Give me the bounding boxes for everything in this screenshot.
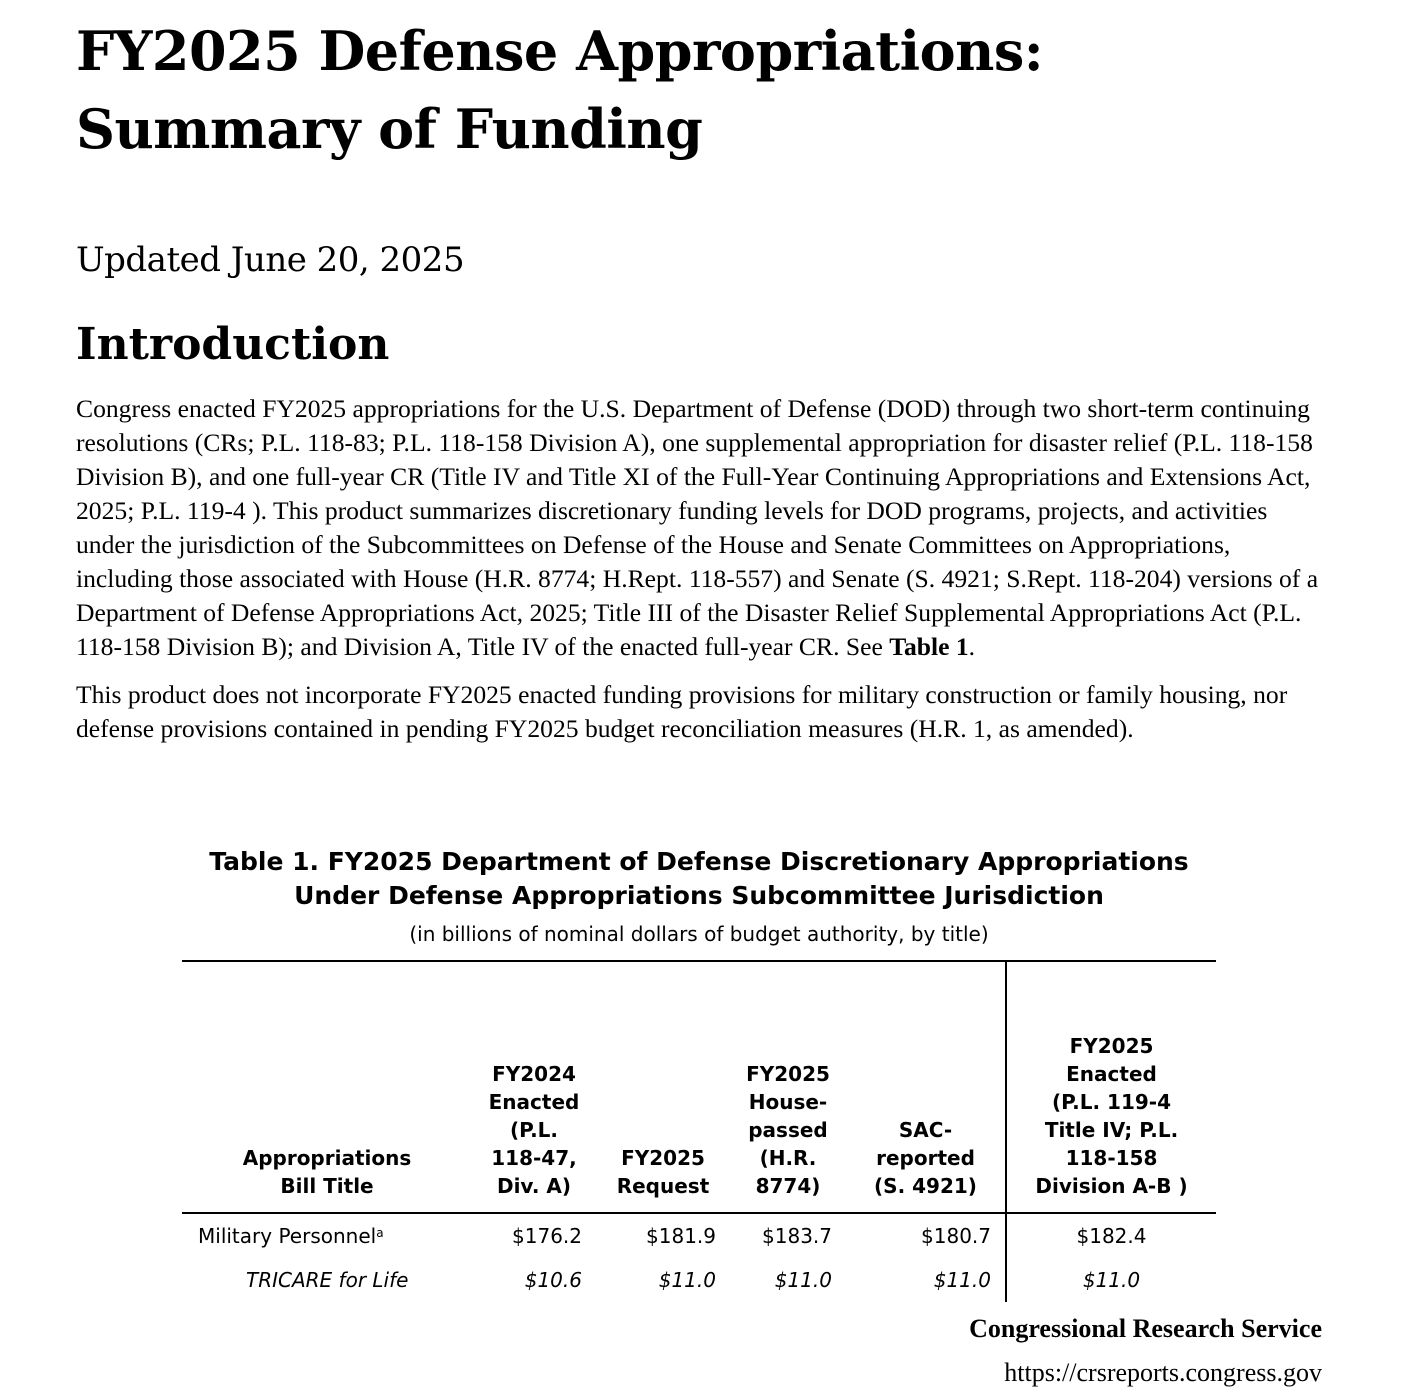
- table-cell: $180.7: [921, 1224, 991, 1248]
- table-cell: $181.9: [646, 1224, 716, 1248]
- table-header: [182, 961, 1216, 1213]
- updated-date: Updated June 20, 2025: [76, 240, 465, 280]
- table-cell: $10.6: [524, 1268, 582, 1292]
- column-header-line: (P.L. 119-4: [1052, 1090, 1171, 1114]
- column-header-1: [472, 961, 596, 1213]
- column-header-line: House-: [748, 1090, 828, 1114]
- table-caption: [182, 845, 1216, 949]
- column-header-line: (P.L.: [509, 1118, 559, 1142]
- column-header-line: Request: [616, 1174, 710, 1198]
- column-header-line: passed: [748, 1118, 828, 1142]
- document-page: [76, 0, 1326, 746]
- table-cell: $176.2: [512, 1224, 582, 1248]
- column-header-line: FY2025: [746, 1062, 830, 1086]
- column-header-line: reported: [876, 1146, 975, 1170]
- column-header-line: Div. A): [496, 1174, 572, 1198]
- footer-organization: Congressional Research Service: [969, 1314, 1322, 1343]
- column-header-line: Division A-B ): [1035, 1174, 1188, 1198]
- column-header-line: (H.R.: [759, 1146, 817, 1170]
- table-reference-link: Table 1: [889, 632, 969, 661]
- column-header-line: FY2025: [1069, 1034, 1154, 1058]
- document-title: FY2025 Defense Appropriations: Summary of Funding: [76, 19, 1044, 161]
- table-header-row: [182, 961, 1216, 1213]
- column-header-line: Title IV; P.L.: [1044, 1118, 1179, 1142]
- table-subcaption: (in billions of nominal dollars of budget authority, by title): [409, 922, 989, 946]
- row-label: [182, 1258, 472, 1302]
- table-cell: $11.0: [774, 1268, 832, 1292]
- intro-paragraph-1-text: Congress enacted FY2025 appropriations for the U.S. Department of Defense (DOD) through two short-term continuing resolutions (CRs; P.L. 118-83; P.L. 118-158 Division A), one supplemental appropriation for disaster relief (P.L. 118-158 Division B), and one full-year CR (Title IV and Title XI of the Full-Year Continuing Appropriations and Extensions Act, 2025; P.L. 119-4 ). This product summarizes discretionary funding levels for DOD programs, projects, and activities under the jurisdiction of the Subcommittees on Defense of the House and Senate Committees on Appropriations, including those associated with House (H.R. 8774; H.Rept. 118-557) and Senate (S. 4921; S.Rept. 118-204) versions of a Department of Defense Appropriations Act, 2025; Title III of the Disaster Relief Supplemental Appropriations Act (P.L. 118-158 Division B); and Division A, Title IV of the enacted full-year CR. See: [76, 394, 1319, 661]
- column-header-line: Appropriations: [242, 1146, 412, 1170]
- column-header-3: [730, 961, 846, 1213]
- table-row: [182, 1213, 1216, 1258]
- table-row: [182, 1258, 1216, 1302]
- column-header-4: [846, 961, 1006, 1213]
- appropriations-table: [182, 960, 1216, 1302]
- column-header-line: (S. 4921): [874, 1174, 977, 1198]
- row-label: [182, 1213, 472, 1258]
- row-label-text: TRICARE for Life: [246, 1268, 409, 1292]
- column-header-line: 118-158: [1065, 1146, 1158, 1170]
- footnote-marker[interactable]: a: [376, 1226, 384, 1240]
- column-header-line: Enacted: [488, 1090, 580, 1114]
- intro-paragraph-1-end: .: [968, 632, 976, 661]
- table-caption-line-2: Under Defense Appropriations Subcommittee Jurisdiction: [294, 881, 1104, 910]
- column-header-line: Enacted: [1066, 1062, 1157, 1086]
- column-header-line: FY2025: [621, 1146, 705, 1170]
- table-caption-line-1: Table 1. FY2025 Department of Defense Discretionary Appropriations: [209, 847, 1189, 876]
- table-cell: $11.0: [658, 1268, 716, 1292]
- column-header-line: 8774): [755, 1174, 821, 1198]
- row-label-text: Military Personnel: [198, 1224, 377, 1248]
- column-header-5: [1006, 961, 1216, 1213]
- table-cell: $11.0: [933, 1268, 991, 1292]
- intro-paragraph-2: This product does not incorporate FY2025 enacted funding provisions for military construction or family housing, nor defense provisions contained in pending FY2025 budget reconciliation measures (H.R. 1, as amended).: [76, 680, 1288, 743]
- footer-url[interactable]: https://crsreports.congress.gov: [1004, 1358, 1322, 1387]
- table-cell: $182.4: [1006, 1213, 1216, 1258]
- column-header-0: [182, 961, 472, 1213]
- intro-paragraph-1: [76, 392, 1326, 664]
- table-cell: $11.0: [1006, 1258, 1216, 1302]
- column-header-line: Bill Title: [280, 1174, 374, 1198]
- column-header-line: FY2024: [492, 1062, 576, 1086]
- table-cell: $183.7: [762, 1224, 832, 1248]
- column-header-line: SAC-: [898, 1118, 953, 1142]
- column-header-line: 118-47,: [491, 1146, 577, 1170]
- section-heading-introduction: Introduction: [76, 319, 390, 370]
- table-body: [182, 1213, 1216, 1302]
- column-header-2: [596, 961, 730, 1213]
